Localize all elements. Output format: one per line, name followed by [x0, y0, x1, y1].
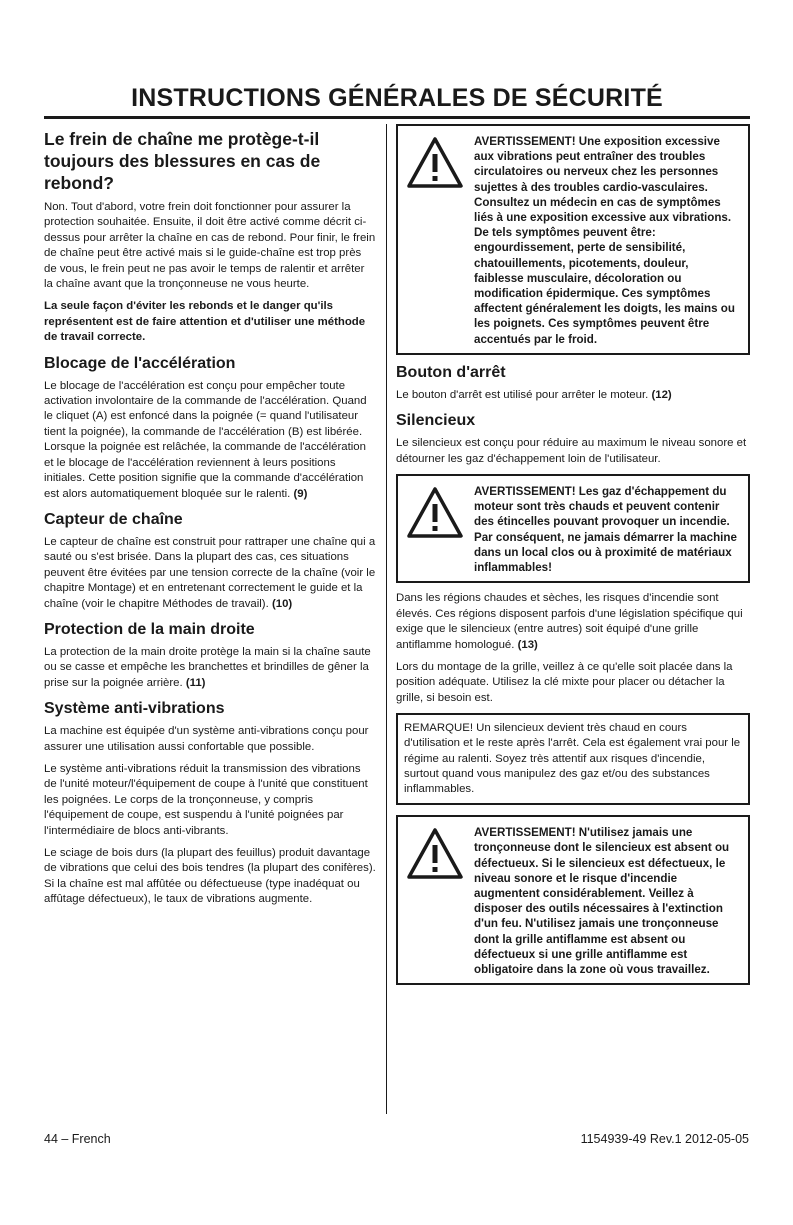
warning-text: AVERTISSEMENT! Les gaz d'échappement du moteur sont très chauds et peuvent contenir des étincelles pouvant provoquer un incendie. Par conséquent, ne jamais démarrer la machine dans un local clos ou à proximité de matériaux inflammables!	[474, 485, 737, 575]
section-heading-stop-switch: Bouton d'arrêt	[396, 363, 506, 381]
paragraph-text: Le blocage de l'accélération est conçu pour empêcher toute activation involontaire de la commande de l'accélération. Quand le cliquet (A) est enfoncé dans la poignée (= quand l'utilisateur tient la poignée), la commande de l'accélération (B) est libérée. Lorsque la poignée est relâchée, la commande de l'accélération et le blocage de l'accélération reviennent à leurs positions initiales. Cette position signifie que la commande d'accélération est alors automatiquement bloquée sur le ralenti.	[44, 379, 367, 500]
title-rule	[44, 116, 750, 119]
paragraph	[396, 591, 750, 653]
right-column	[396, 124, 750, 993]
paragraph: La machine est équipée d'un système anti-vibrations conçu pour assurer une utilisation aussi confortable que possible.	[44, 725, 369, 753]
paragraph	[44, 645, 376, 691]
section-heading-right-hand-guard: Protection de la main droite	[44, 620, 255, 638]
paragraph: Lors du montage de la grille, veillez à ce qu'elle soit placée dans la position adéquate. Utilisez la clé mixte pour placer ou détacher la grille, si besoin est.	[396, 660, 733, 704]
paragraph: Le système anti-vibrations réduit la transmission des vibrations de l'unité moteur/l'équipement de coupe à l'unité que constituent les poignées. Le corps de la tronçonneuse, y compris l'équipement de coupe, est suspendu à l'unité poignées par l'intermédiaire de blocs anti-vibrants.	[44, 762, 368, 837]
section-heading-anti-vibration: Système anti-vibrations	[44, 700, 225, 718]
warning-triangle-icon	[406, 136, 464, 190]
document-revision: 1154939-49 Rev.1 2012-05-05	[580, 1132, 749, 1146]
paragraph-text: Dans les régions chaudes et sèches, les risques d'incendie sont élevés. Ces régions disposent parfois d'une législation spécifique qui exige que le silencieux (entre autres) soit équipé d'une grille antiflamme homologué.	[396, 592, 743, 651]
warning-triangle-icon	[406, 827, 464, 881]
paragraph-text: La protection de la main droite protège la main si la chaîne saute ou se casse et empêche les branchettes et brindilles de gêner la prise sur la poignée arrière.	[44, 645, 371, 689]
paragraph-bold: La seule façon d'éviter les rebonds et le danger qu'ils représentent est de faire attention et d'utiliser une méthode de travail correcte.	[44, 300, 366, 344]
paragraph	[44, 379, 376, 502]
figure-ref: (9)	[293, 487, 308, 500]
figure-ref: (11)	[185, 676, 206, 689]
warning-box	[396, 124, 750, 355]
paragraph-text: Le bouton d'arrêt est utilisé pour arrêter le moteur.	[396, 388, 649, 401]
warning-box	[396, 815, 750, 985]
left-column	[44, 124, 376, 915]
warning-text: AVERTISSEMENT! N'utilisez jamais une tronçonneuse dont le silencieux est absent ou défectueux. Si le silencieux est défectueux, le niveau sonore et le risque d'incendie augmentent considérablement. Veillez à disposer des outils nécessaires à l'extinction d'un feu. N'utilisez jamais une tronçonneuse dont la grille antiflamme est absent ou défectueux si une grille antiflamme est obligatoire dans la zone où vous travaillez.	[474, 826, 730, 976]
warning-box	[396, 474, 750, 583]
warning-text: AVERTISSEMENT! Une exposition excessive aux vibrations peut entraîner des troubles circulatoires ou nerveux chez les personnes sujettes à des troubles cardio-vasculaires. Consultez un médecin en cas de symptômes liés à une exposition excessive aux vibrations. De tels symptômes peuvent être: engourdissement, perte de sensibilité, chatouillements, picotements, douleur, faiblesse musculaire, décoloration ou modification épidermique. Ces symptômes affectent généralement les doigts, les mains ou les poignets. Ces symptômes peuvent être accentués par le froid.	[474, 135, 735, 346]
paragraph	[44, 535, 376, 612]
warning-triangle-icon	[406, 486, 464, 540]
section-heading-throttle-lock: Blocage de l'accélération	[44, 354, 236, 372]
paragraph-text: Le capteur de chaîne est construit pour rattraper une chaîne qui a sauté ou s'est brisée. Dans la plupart des cas, ces situations peuvent être évitées par une tension correcte de la chaîne (voir le chapitre Montage) et en entretenant correctement le guide et la chaîne (voir le chapitre Méthodes de travail).	[44, 535, 376, 610]
column-divider	[386, 124, 387, 1114]
note-box	[396, 713, 750, 805]
figure-ref: (10)	[271, 597, 293, 610]
paragraph: Non. Tout d'abord, votre frein doit fonctionner pour assurer la protection souhaitée. Ensuite, il doit être activé comme décrit ci-dessus pour arrêter la chaîne en cas de rebond. Pour finir, le frein de chaîne peut être activé mais si le guide-chaîne est trop près de vous, le frein peut ne pas avoir le temps de ralentir et arrêter la chaîne avant que la tronçonneuse ne vous heurte.	[44, 201, 376, 291]
section-heading-chain-catcher: Capteur de chaîne	[44, 510, 183, 528]
paragraph	[396, 388, 750, 403]
figure-ref: (13)	[517, 638, 538, 651]
figure-ref: (12)	[651, 388, 672, 401]
section-heading-muffler: Silencieux	[396, 412, 476, 430]
note-text: REMARQUE! Un silencieux devient très chaud en cours d'utilisation et le reste après l'arrêt. Cela est également vrai pour le régime au ralenti. Soyez très attentif aux risques d'incendie, surtout quand vous manipulez des gaz et/ou des substances inflammables.	[404, 722, 741, 795]
paragraph: Le sciage de bois durs (la plupart des feuillus) produit davantage de vibrations que celui des bois tendres (la plupart des conifères). Si la chaîne est mal affûtée ou défectueuse (type inadéquat ou affûtage défectueux), le taux de vibrations augmente.	[44, 847, 376, 906]
section-heading-chain-brake: Le frein de chaîne me protège-t-il toujours des blessures en cas de rebond?	[44, 129, 321, 193]
page-title: INSTRUCTIONS GÉNÉRALES DE SÉCURITÉ	[131, 84, 663, 112]
page-number: 44 – French	[44, 1132, 111, 1146]
paragraph: Le silencieux est conçu pour réduire au maximum le niveau sonore et détourner les gaz d'échappement loin de l'utilisateur.	[396, 437, 747, 465]
